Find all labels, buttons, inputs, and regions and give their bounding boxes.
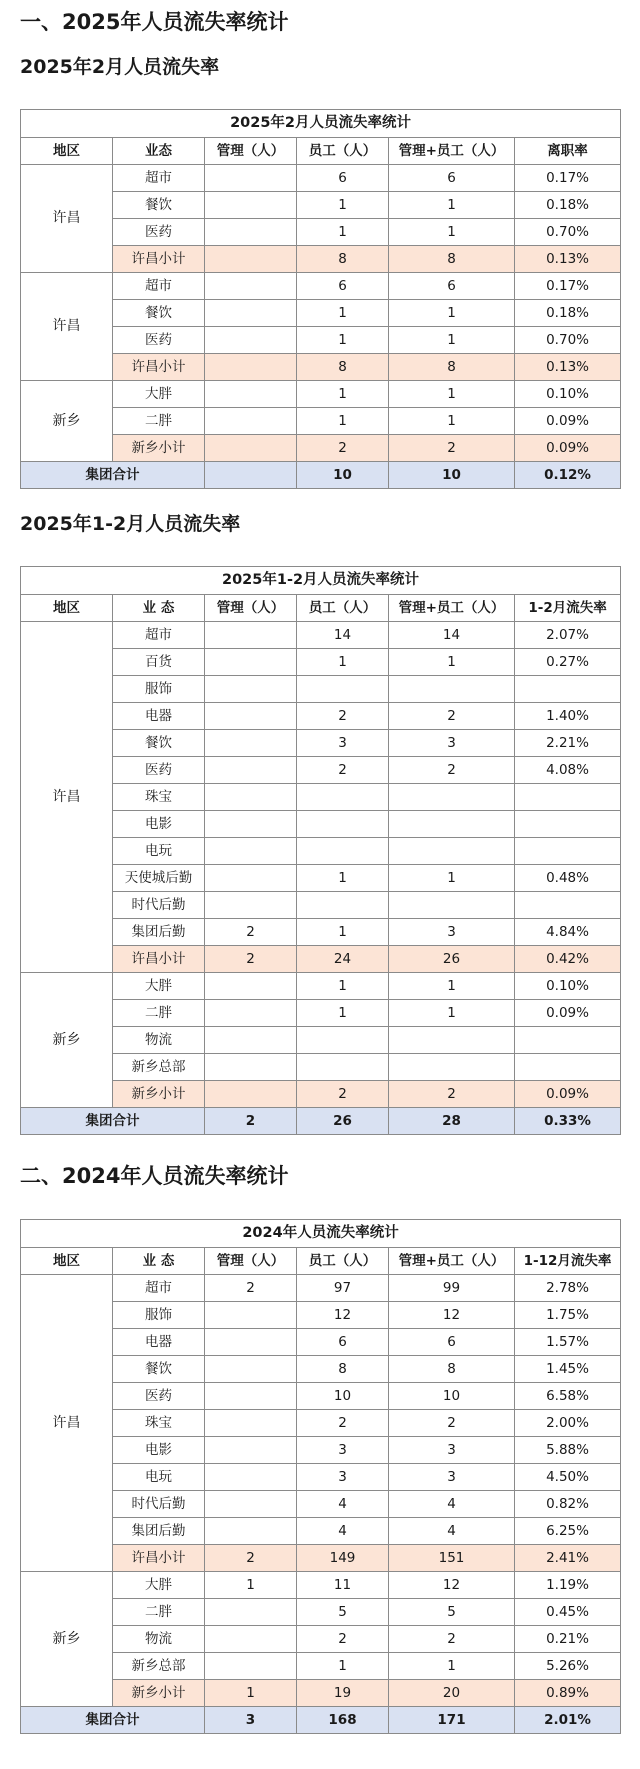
employee-count-cell: 1	[297, 381, 389, 408]
subtotal-manager-count: 2	[205, 946, 297, 973]
employee-count-cell: 6	[297, 165, 389, 192]
total-count-cell	[389, 892, 515, 919]
employee-count-cell: 4	[297, 1518, 389, 1545]
column-header: 业 态	[113, 1248, 205, 1275]
group-total-manager-count: 2	[205, 1108, 297, 1135]
subtotal-manager-count: 1	[205, 1680, 297, 1707]
employee-count-cell: 6	[297, 273, 389, 300]
manager-count-cell	[205, 892, 297, 919]
column-header: 管理（人）	[205, 138, 297, 165]
total-count-cell: 6	[389, 1329, 515, 1356]
total-count-cell: 2	[389, 1626, 515, 1653]
total-count-cell: 3	[389, 730, 515, 757]
category-cell: 二胖	[113, 408, 205, 435]
column-header: 业 态	[113, 595, 205, 622]
rate-cell: 4.08%	[515, 757, 621, 784]
total-count-cell: 8	[389, 1356, 515, 1383]
category-cell: 珠宝	[113, 1410, 205, 1437]
employee-count-cell: 4	[297, 1491, 389, 1518]
manager-count-cell	[205, 219, 297, 246]
employee-count-cell: 5	[297, 1599, 389, 1626]
subtotal-rate: 0.09%	[515, 435, 621, 462]
manager-count-cell	[205, 703, 297, 730]
group-total-row	[21, 1707, 621, 1734]
column-header: 业态	[113, 138, 205, 165]
employee-count-cell: 3	[297, 1437, 389, 1464]
table-2025-jan-feb	[20, 566, 621, 1135]
manager-count-cell	[205, 1000, 297, 1027]
total-count-cell: 4	[389, 1491, 515, 1518]
total-count-cell: 1	[389, 973, 515, 1000]
rate-cell: 2.07%	[515, 622, 621, 649]
total-count-cell	[389, 676, 515, 703]
manager-count-cell	[205, 1464, 297, 1491]
manager-count-cell	[205, 838, 297, 865]
rate-cell: 5.88%	[515, 1437, 621, 1464]
group-total-employee-count: 168	[297, 1707, 389, 1734]
subtotal-label: 新乡小计	[113, 435, 205, 462]
rate-cell: 2.21%	[515, 730, 621, 757]
category-cell: 电玩	[113, 838, 205, 865]
subtotal-label: 许昌小计	[113, 354, 205, 381]
manager-count-cell	[205, 865, 297, 892]
manager-count-cell: 2	[205, 919, 297, 946]
column-header: 1-12月流失率	[515, 1248, 621, 1275]
employee-count-cell: 1	[297, 192, 389, 219]
group-total-label: 集团合计	[21, 462, 205, 489]
manager-count-cell	[205, 1626, 297, 1653]
total-count-cell: 1	[389, 219, 515, 246]
total-count-cell: 1	[389, 408, 515, 435]
employee-count-cell	[297, 811, 389, 838]
category-cell: 时代后勤	[113, 1491, 205, 1518]
manager-count-cell	[205, 1027, 297, 1054]
category-cell: 电器	[113, 703, 205, 730]
category-cell: 新乡总部	[113, 1653, 205, 1680]
group-total-total-count: 10	[389, 462, 515, 489]
employee-count-cell	[297, 892, 389, 919]
rate-cell: 0.48%	[515, 865, 621, 892]
subtotal-label: 许昌小计	[113, 946, 205, 973]
category-cell: 超市	[113, 1275, 205, 1302]
category-cell: 大胖	[113, 1572, 205, 1599]
rate-cell: 0.18%	[515, 300, 621, 327]
section-title-2024: 二、2024年人员流失率统计	[20, 1164, 289, 1188]
total-count-cell: 1	[389, 1653, 515, 1680]
region-cell: 新乡	[21, 1572, 113, 1707]
rate-cell: 0.17%	[515, 273, 621, 300]
category-cell: 电影	[113, 811, 205, 838]
category-cell: 电器	[113, 1329, 205, 1356]
subtotal-total-count: 2	[389, 1081, 515, 1108]
employee-count-cell	[297, 1054, 389, 1081]
employee-count-cell: 3	[297, 730, 389, 757]
group-total-manager-count	[205, 462, 297, 489]
category-cell: 餐饮	[113, 1356, 205, 1383]
manager-count-cell	[205, 273, 297, 300]
employee-count-cell: 1	[297, 919, 389, 946]
rate-cell: 0.10%	[515, 973, 621, 1000]
category-cell: 物流	[113, 1626, 205, 1653]
employee-count-cell: 2	[297, 1626, 389, 1653]
rate-cell: 0.18%	[515, 192, 621, 219]
group-total-total-count: 28	[389, 1108, 515, 1135]
employee-count-cell: 2	[297, 757, 389, 784]
subtotal-total-count: 8	[389, 354, 515, 381]
employee-count-cell: 6	[297, 1329, 389, 1356]
column-header: 管理+员工（人）	[389, 138, 515, 165]
employee-count-cell: 1	[297, 1000, 389, 1027]
rate-cell: 2.00%	[515, 1410, 621, 1437]
table-row	[21, 1572, 621, 1599]
manager-count-cell	[205, 1653, 297, 1680]
subtotal-employee-count: 2	[297, 1081, 389, 1108]
table-row	[21, 1275, 621, 1302]
subtotal-employee-count: 2	[297, 435, 389, 462]
manager-count-cell	[205, 973, 297, 1000]
employee-count-cell: 2	[297, 1410, 389, 1437]
region-cell: 许昌	[21, 1275, 113, 1572]
total-count-cell	[389, 1054, 515, 1081]
column-header: 员工（人）	[297, 1248, 389, 1275]
employee-count-cell: 1	[297, 408, 389, 435]
group-total-label: 集团合计	[21, 1707, 205, 1734]
column-header: 管理+员工（人）	[389, 1248, 515, 1275]
total-count-cell: 1	[389, 1000, 515, 1027]
subtitle-2025-jan-feb: 2025年1-2月人员流失率	[20, 513, 241, 535]
manager-count-cell	[205, 784, 297, 811]
column-header: 员工（人）	[297, 595, 389, 622]
manager-count-cell	[205, 192, 297, 219]
category-cell: 电影	[113, 1437, 205, 1464]
rate-cell: 2.78%	[515, 1275, 621, 1302]
group-total-label: 集团合计	[21, 1108, 205, 1135]
total-count-cell: 12	[389, 1572, 515, 1599]
employee-count-cell: 1	[297, 973, 389, 1000]
category-cell: 电玩	[113, 1464, 205, 1491]
subtotal-rate: 0.89%	[515, 1680, 621, 1707]
subtotal-rate: 0.13%	[515, 354, 621, 381]
employee-count-cell: 1	[297, 1653, 389, 1680]
subtotal-label: 新乡小计	[113, 1680, 205, 1707]
category-cell: 超市	[113, 165, 205, 192]
subtotal-employee-count: 19	[297, 1680, 389, 1707]
total-count-cell: 1	[389, 649, 515, 676]
subtotal-total-count: 8	[389, 246, 515, 273]
total-count-cell: 6	[389, 273, 515, 300]
group-total-manager-count: 3	[205, 1707, 297, 1734]
subtotal-total-count: 151	[389, 1545, 515, 1572]
employee-count-cell: 8	[297, 1356, 389, 1383]
table-header-row	[21, 1248, 621, 1275]
rate-cell	[515, 811, 621, 838]
employee-count-cell	[297, 1027, 389, 1054]
category-cell: 医药	[113, 757, 205, 784]
column-header: 管理（人）	[205, 595, 297, 622]
rate-cell: 1.19%	[515, 1572, 621, 1599]
rate-cell: 0.10%	[515, 381, 621, 408]
group-total-row	[21, 1108, 621, 1135]
category-cell: 服饰	[113, 1302, 205, 1329]
total-count-cell: 3	[389, 1464, 515, 1491]
subtotal-employee-count: 8	[297, 246, 389, 273]
subtotal-label: 许昌小计	[113, 246, 205, 273]
region-cell: 新乡	[21, 381, 113, 462]
rate-cell: 0.45%	[515, 1599, 621, 1626]
total-count-cell: 3	[389, 919, 515, 946]
table-row	[21, 165, 621, 192]
category-cell: 集团后勤	[113, 919, 205, 946]
rate-cell: 0.27%	[515, 649, 621, 676]
manager-count-cell	[205, 1054, 297, 1081]
rate-cell: 0.70%	[515, 327, 621, 354]
rate-cell: 6.25%	[515, 1518, 621, 1545]
table-row	[21, 381, 621, 408]
total-count-cell: 1	[389, 865, 515, 892]
table-row	[21, 973, 621, 1000]
subtotal-total-count: 2	[389, 435, 515, 462]
table-2024	[20, 1219, 621, 1734]
table-row	[21, 622, 621, 649]
category-cell: 二胖	[113, 1000, 205, 1027]
total-count-cell: 6	[389, 165, 515, 192]
employee-count-cell: 12	[297, 1302, 389, 1329]
employee-count-cell: 3	[297, 1464, 389, 1491]
employee-count-cell: 97	[297, 1275, 389, 1302]
manager-count-cell	[205, 1329, 297, 1356]
employee-count-cell: 1	[297, 865, 389, 892]
subtotal-manager-count	[205, 1081, 297, 1108]
group-total-rate: 0.12%	[515, 462, 621, 489]
rate-cell	[515, 676, 621, 703]
total-count-cell: 2	[389, 757, 515, 784]
total-count-cell: 1	[389, 381, 515, 408]
total-count-cell: 14	[389, 622, 515, 649]
table-caption-row	[21, 567, 621, 595]
subtotal-employee-count: 24	[297, 946, 389, 973]
manager-count-cell	[205, 381, 297, 408]
subtotal-employee-count: 149	[297, 1545, 389, 1572]
column-header: 1-2月流失率	[515, 595, 621, 622]
subtotal-manager-count: 2	[205, 1545, 297, 1572]
manager-count-cell	[205, 1437, 297, 1464]
group-total-total-count: 171	[389, 1707, 515, 1734]
total-count-cell: 2	[389, 1410, 515, 1437]
total-count-cell	[389, 811, 515, 838]
rate-cell: 0.70%	[515, 219, 621, 246]
category-cell: 餐饮	[113, 192, 205, 219]
category-cell: 时代后勤	[113, 892, 205, 919]
subtotal-rate: 2.41%	[515, 1545, 621, 1572]
manager-count-cell	[205, 622, 297, 649]
rate-cell: 4.50%	[515, 1464, 621, 1491]
manager-count-cell	[205, 165, 297, 192]
total-count-cell	[389, 838, 515, 865]
employee-count-cell: 1	[297, 327, 389, 354]
rate-cell: 0.17%	[515, 165, 621, 192]
employee-count-cell: 1	[297, 300, 389, 327]
manager-count-cell	[205, 1491, 297, 1518]
category-cell: 医药	[113, 327, 205, 354]
rate-cell: 6.58%	[515, 1383, 621, 1410]
category-cell: 百货	[113, 649, 205, 676]
group-total-employee-count: 26	[297, 1108, 389, 1135]
category-cell: 集团后勤	[113, 1518, 205, 1545]
employee-count-cell	[297, 784, 389, 811]
category-cell: 服饰	[113, 676, 205, 703]
group-total-employee-count: 10	[297, 462, 389, 489]
column-header: 员工（人）	[297, 138, 389, 165]
table-header-row	[21, 595, 621, 622]
category-cell: 珠宝	[113, 784, 205, 811]
employee-count-cell	[297, 676, 389, 703]
manager-count-cell	[205, 1356, 297, 1383]
category-cell: 餐饮	[113, 300, 205, 327]
column-header: 地区	[21, 1248, 113, 1275]
category-cell: 新乡总部	[113, 1054, 205, 1081]
subtotal-rate: 0.13%	[515, 246, 621, 273]
region-cell: 新乡	[21, 973, 113, 1108]
rate-cell: 0.82%	[515, 1491, 621, 1518]
rate-cell	[515, 1027, 621, 1054]
category-cell: 餐饮	[113, 730, 205, 757]
rate-cell: 0.21%	[515, 1626, 621, 1653]
table-2025-feb	[20, 109, 621, 489]
rate-cell: 1.45%	[515, 1356, 621, 1383]
category-cell: 医药	[113, 1383, 205, 1410]
subtotal-total-count: 26	[389, 946, 515, 973]
manager-count-cell	[205, 1383, 297, 1410]
manager-count-cell	[205, 730, 297, 757]
subtotal-label: 许昌小计	[113, 1545, 205, 1572]
manager-count-cell	[205, 300, 297, 327]
table-caption: 2024年人员流失率统计	[21, 1220, 621, 1248]
total-count-cell: 99	[389, 1275, 515, 1302]
column-header: 地区	[21, 595, 113, 622]
section-title-2025: 一、2025年人员流失率统计	[20, 10, 289, 34]
subtotal-total-count: 20	[389, 1680, 515, 1707]
table-header-row	[21, 138, 621, 165]
employee-count-cell	[297, 838, 389, 865]
employee-count-cell: 14	[297, 622, 389, 649]
region-cell: 许昌	[21, 273, 113, 381]
table-caption: 2025年2月人员流失率统计	[21, 110, 621, 138]
subtotal-rate: 0.09%	[515, 1081, 621, 1108]
group-total-rate: 2.01%	[515, 1707, 621, 1734]
column-header: 离职率	[515, 138, 621, 165]
table-caption-row	[21, 110, 621, 138]
subtotal-label: 新乡小计	[113, 1081, 205, 1108]
region-cell: 许昌	[21, 622, 113, 973]
category-cell: 大胖	[113, 973, 205, 1000]
manager-count-cell	[205, 1302, 297, 1329]
manager-count-cell	[205, 1518, 297, 1545]
manager-count-cell	[205, 649, 297, 676]
manager-count-cell	[205, 757, 297, 784]
manager-count-cell	[205, 408, 297, 435]
subtotal-rate: 0.42%	[515, 946, 621, 973]
employee-count-cell: 1	[297, 219, 389, 246]
manager-count-cell	[205, 1410, 297, 1437]
employee-count-cell: 2	[297, 703, 389, 730]
manager-count-cell	[205, 811, 297, 838]
total-count-cell: 4	[389, 1518, 515, 1545]
employee-count-cell: 11	[297, 1572, 389, 1599]
employee-count-cell: 1	[297, 649, 389, 676]
table-caption: 2025年1-2月人员流失率统计	[21, 567, 621, 595]
rate-cell	[515, 892, 621, 919]
subtotal-manager-count	[205, 435, 297, 462]
total-count-cell	[389, 1027, 515, 1054]
total-count-cell: 5	[389, 1599, 515, 1626]
rate-cell: 1.57%	[515, 1329, 621, 1356]
subtotal-manager-count	[205, 246, 297, 273]
rate-cell: 5.26%	[515, 1653, 621, 1680]
total-count-cell	[389, 784, 515, 811]
region-cell: 许昌	[21, 165, 113, 273]
category-cell: 超市	[113, 273, 205, 300]
manager-count-cell	[205, 1599, 297, 1626]
total-count-cell: 1	[389, 327, 515, 354]
manager-count-cell: 1	[205, 1572, 297, 1599]
category-cell: 医药	[113, 219, 205, 246]
rate-cell: 0.09%	[515, 1000, 621, 1027]
total-count-cell: 3	[389, 1437, 515, 1464]
category-cell: 二胖	[113, 1599, 205, 1626]
total-count-cell: 1	[389, 300, 515, 327]
category-cell: 物流	[113, 1027, 205, 1054]
rate-cell	[515, 838, 621, 865]
rate-cell: 4.84%	[515, 919, 621, 946]
manager-count-cell	[205, 327, 297, 354]
column-header: 地区	[21, 138, 113, 165]
category-cell: 超市	[113, 622, 205, 649]
rate-cell: 1.40%	[515, 703, 621, 730]
group-total-row	[21, 462, 621, 489]
manager-count-cell	[205, 676, 297, 703]
total-count-cell: 12	[389, 1302, 515, 1329]
rate-cell	[515, 1054, 621, 1081]
column-header: 管理（人）	[205, 1248, 297, 1275]
group-total-rate: 0.33%	[515, 1108, 621, 1135]
manager-count-cell: 2	[205, 1275, 297, 1302]
employee-count-cell: 10	[297, 1383, 389, 1410]
rate-cell: 1.75%	[515, 1302, 621, 1329]
subtotal-employee-count: 8	[297, 354, 389, 381]
total-count-cell: 2	[389, 703, 515, 730]
total-count-cell: 1	[389, 192, 515, 219]
total-count-cell: 10	[389, 1383, 515, 1410]
table-row	[21, 273, 621, 300]
subtotal-manager-count	[205, 354, 297, 381]
rate-cell: 0.09%	[515, 408, 621, 435]
subtitle-2025-feb: 2025年2月人员流失率	[20, 56, 220, 78]
rate-cell	[515, 784, 621, 811]
column-header: 管理+员工（人）	[389, 595, 515, 622]
table-caption-row	[21, 1220, 621, 1248]
category-cell: 大胖	[113, 381, 205, 408]
category-cell: 天使城后勤	[113, 865, 205, 892]
